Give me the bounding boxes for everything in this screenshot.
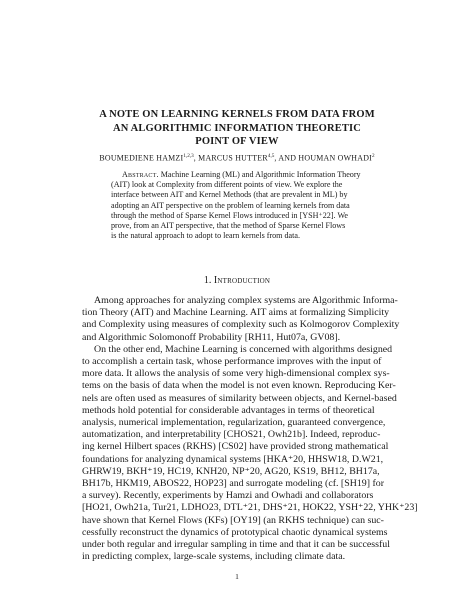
- text-line: in predicting complex, large-scale systems, including climate data.: [82, 551, 346, 563]
- page-number: 1: [235, 572, 239, 581]
- title-line: A NOTE ON LEARNING KERNELS FROM DATA FROM: [99, 109, 375, 120]
- abstract-line: through the method of Sparse Kernel Flows introduced in [YSH⁺22]. We: [111, 210, 349, 220]
- paper-title: [60, 108, 414, 149]
- section-heading: [40, 275, 434, 287]
- affiliation-marker: 1,2,3: [183, 153, 194, 159]
- abstract-line: prove, from an AIT perspective, that the method of Sparse Kernel Flows: [111, 221, 346, 231]
- author-name: BOUMEDIENE HAMZI: [99, 153, 184, 163]
- text-line: nels are often used as measures of similarity between objects, and Kernel-based: [82, 392, 397, 404]
- author-name: , AND HOUMAN OWHADI: [274, 153, 373, 163]
- abstract-label: Abstract.: [122, 170, 159, 179]
- text-line: tion Theory (AIT) and Machine Learning. AIT aims at formalizing Simplicity: [82, 307, 390, 319]
- text-line: [HO21, Owh21a, Tur21, LDHO23, DTL⁺21, DHS⁺21, HOK22, YSH⁺22, YHK⁺23]: [82, 502, 418, 514]
- text-line: and Algorithmic Solomonoff Probability [RH11, Hut07a, GV08].: [82, 331, 341, 343]
- paragraph: [82, 295, 404, 344]
- abstract-line: is the natural approach to adopt to learn kernels from data.: [111, 231, 301, 241]
- text-line: foundations for analyzing dynamical systems [HKA⁺20, HHSW18, D.W21,: [82, 453, 384, 465]
- section-title: Introduction: [213, 275, 271, 286]
- title-line: POINT OF VIEW: [195, 136, 279, 147]
- text-line: On the other end, Machine Learning is concerned with algorithms designed: [94, 343, 393, 355]
- abstract: [111, 170, 364, 241]
- text-line: have shown that Kernel Flows (KFs) [OY19] (an RKHS technique) can suc-: [82, 514, 384, 526]
- text-line: analysis, numerical implementation, regularization, guaranteed convergence,: [82, 417, 386, 429]
- author-list: [40, 151, 434, 164]
- text-line: more data. It allows the analysis of some very high-dimensional complex sys-: [82, 368, 390, 380]
- text-line: automatization, and interpretability [CHOS21, Owh21b]. Indeed, reproduc-: [82, 429, 381, 441]
- text-line: tems on the basis of data when the model is not even known. Reproducing Ker-: [82, 380, 396, 392]
- abstract-line: [111, 170, 364, 180]
- text-line: BH17b, HKM19, ABOS22, HOP23] and surrogate modeling (cf. [SH19] for: [82, 478, 384, 490]
- section-number: 1.: [203, 275, 212, 286]
- affiliation-marker: 4,5: [267, 153, 275, 159]
- body-text: [82, 295, 418, 563]
- abstract-line: adopting an AIT perspective on the problem of learning kernels from data: [111, 200, 350, 210]
- text-line: Among approaches for analyzing complex systems are Algorithmic Informa-: [94, 295, 398, 306]
- text-line: ing kernel Hilbert spaces (RKHS) [CS02] have provided strong mathematical: [82, 441, 389, 453]
- text-line: GHRW19, BKH⁺19, HC19, KNH20, NP⁺20, AG20, KS19, BH12, BH17a,: [82, 465, 380, 477]
- text-line: to accomplish a certain task, whose performance improves with the input of: [82, 356, 382, 368]
- text-line: methods hold potential for considerable advantages in terms of theoretical: [82, 404, 375, 416]
- text-line: a survey). Recently, experiments by Hamzi and Owhadi and collaborators: [82, 490, 374, 502]
- abstract-text: Machine Learning (ML) and Algorithmic Information Theory: [158, 170, 361, 179]
- text-line: under both regular and irregular sampling in time and that it can be successful: [82, 539, 390, 551]
- title-line: AN ALGORITHMIC INFORMATION THEORETIC: [113, 122, 361, 134]
- abstract-line: (AIT) look at Complexity from different points of view. We explore the: [111, 180, 343, 190]
- affiliation-marker: 2: [372, 153, 375, 159]
- abstract-line: interface between AIT and Kernel Methods (that are prevalent in ML) by: [111, 190, 348, 200]
- author-name: , MARCUS HUTTER: [193, 153, 268, 163]
- text-line: and Complexity using measures of complexity such as Kolmogorov Complexity: [82, 319, 400, 331]
- text-line: cessfully reconstruct the dynamics of prototypical chaotic dynamical systems: [82, 526, 388, 538]
- paragraph: [82, 343, 418, 564]
